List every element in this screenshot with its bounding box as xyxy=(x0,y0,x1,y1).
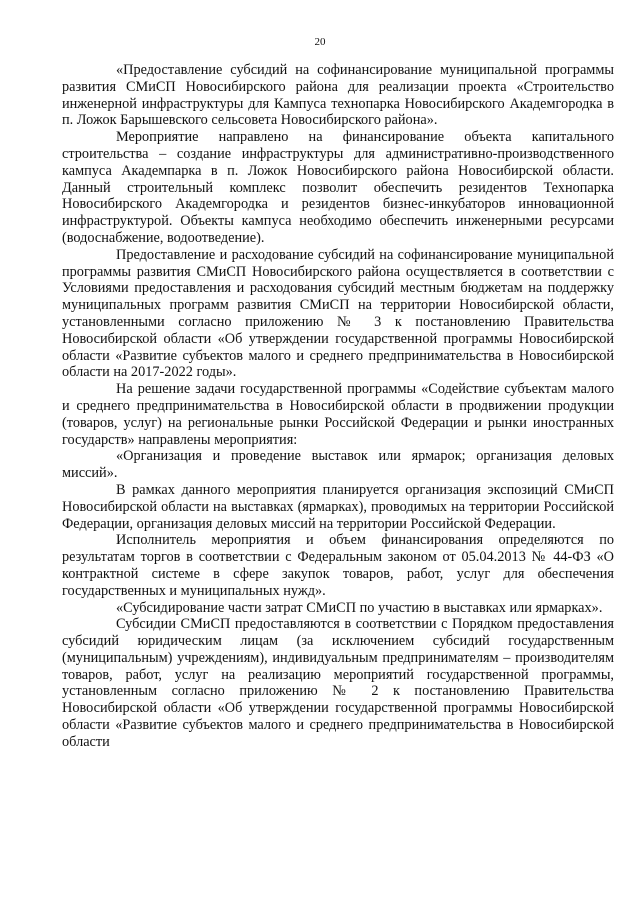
paragraph-subsidy-conditions: Предоставление и расходование субсидий на софинансирование муниципальной программы развития СМиСП Новосибирского района осуществляется в соответствии с Условиями предоставления и расходования субсидий местным бюджетам на поддержку муниципальных программ развития СМиСП на территории Новосибирской области, установленными согласно приложению № 3 к постановлению Правительства Новосибирской области «Об утверждении государственной программы Новосибирской области «Развитие субъектов малого и среднего предпринимательства в Новосибирской области на 2017-2022 годы». xyxy=(62,246,614,381)
paragraph-exhibition-cost-subsidy: «Субсидирование части затрат СМиСП по участию в выставках или ярмарках». xyxy=(116,599,603,616)
paragraph-subsidy-project: «Предоставление субсидий на софинансирование муниципальной программы развития СМиСП Новосибирского района для реализации проекта «Строительство инженерной инфраструктуры для Кампуса технопарка Новосибирского Академгородка в п. Ложок Барышевского сельсовета Новосибирского района». xyxy=(62,62,614,129)
paragraph-campus-infrastructure: Мероприятие направлено на финансирование объекта капитального строительства – создание инфраструктуры для административно-производственного кампуса Академпарка в п. Ложок Новосибирского района Новосибирской области. Данный строительный комплекс позволит обеспечить резидентов Технопарка Новосибирского Академгородка и резидентов бизнес-инкубаторов инновационной инфраструктурой. Объекты кампуса необходимо обеспечить инженерными ресурсами (водоснабжение, водоотведение). xyxy=(62,129,614,246)
paragraph-market-promotion-task: На решение задачи государственной программы «Содействие субъектам малого и среднего предпринимательства в Новосибирской области в продвижении продукции (товаров, услуг) на региональные рынки Российской Федерации и рынки иностранных государств» направлены мероприятия: xyxy=(62,381,614,448)
document-body xyxy=(62,62,614,751)
paragraph-executor-funding: Исполнитель мероприятия и объем финансирования определяются по результатам торгов в соответствии с Федеральным законом от 05.04.2013 № 44-ФЗ «О контрактной системе в сфере закупок товаров, работ, услуг для обеспечения государственных и муниципальных нужд». xyxy=(62,532,614,599)
paragraph-exhibitions-measure: «Организация и проведение выставок или ярмарок; организация деловых миссий». xyxy=(62,448,614,482)
paragraph-expositions-plan: В рамках данного мероприятия планируется организация экспозиций СМиСП Новосибирской области на выставках (ярмарках), проводимых на территории Российской Федерации, организация деловых миссий на территории Российской Федерации. xyxy=(62,481,614,532)
paragraph-subsidy-procedure: Субсидии СМиСП предоставляются в соответствии с Порядком предоставления субсидий юридическим лицам (за исключением субсидий государственным (муниципальным) учреждениям), индивидуальным предпринимателям – производителям товаров, работ, услуг на реализацию мероприятий государственной программы, установленным согласно приложению № 2 к постановлению Правительства Новосибирской области «Об утверждении государственной программы Новосибирской области «Развитие субъектов малого и среднего предпринимательства в Новосибирской области xyxy=(62,616,614,750)
page-number: 20 xyxy=(314,36,326,48)
